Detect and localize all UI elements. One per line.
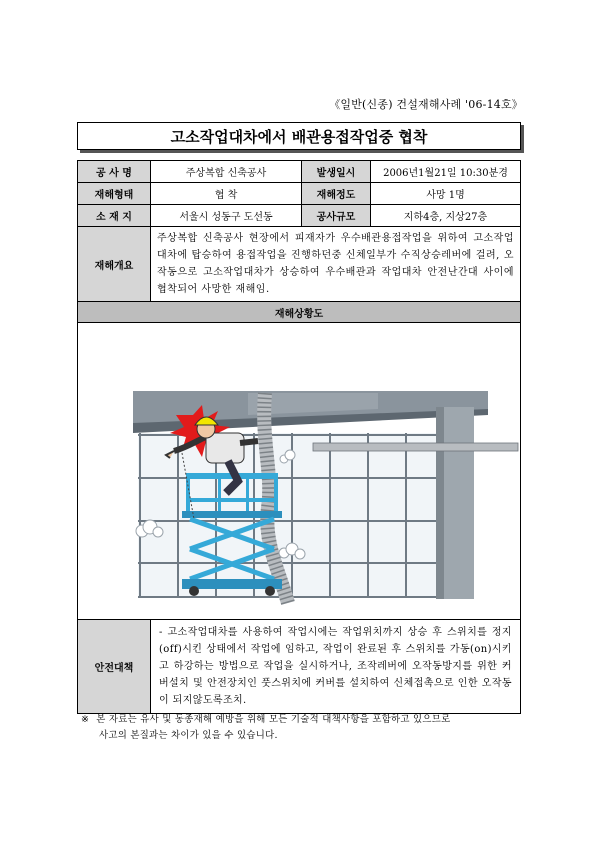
column-shade [436,407,444,599]
measures-text: - 고소작업대차를 사용하여 작업시에는 작업위치까지 상승 후 스위치를 정지(off)시킨 상태에서 작업에 임하고, 작업이 완료된 후 스위치를 가동(on)시키고 하강하는 방법으로 작업을 실시하거나, 조작레버에 오작동방지를 위한 커버설치 및 안전장치인 풋스위치에 커버를 설치하여 신체접촉으로 인한 오작동이 되지않도록조치. [151,620,521,714]
case-number-note: 《일반(신종) 건설재해사례 '06-14호》 [329,98,523,111]
footnote-line-2: 사고의 본질과는 차이가 있을 수 있습니다. [99,730,278,741]
footnote-mark: ※ [81,714,90,725]
footnote-text-1: 본 자료는 유사 및 동종재해 예방을 위해 모든 기술적 대책사항을 포함하고 있으므로 [96,714,451,725]
label-project-name: 공 사 명 [78,161,151,183]
label-scale: 공사규모 [302,205,371,227]
case-table [77,160,521,714]
label-overview: 재해개요 [78,227,151,302]
row-overview [78,227,521,302]
overview-text: 주상복합 신축공사 현장에서 피재자가 우수배관용접작업을 위하여 고소작업대차에 탑승하여 용접작업을 진행하던중 신체일부가 수직상승레버에 걸려, 오작동으로 고소작업대차가 상승하여 우수배관과 작업대차 안전난간대 사이에 협착되어 사망한 재해임. [151,227,521,302]
accident-illustration [78,323,519,619]
label-occurred-at: 발생일시 [302,161,371,183]
footnote [81,712,521,744]
value-location: 서울시 성동구 도선동 [151,205,302,227]
value-occurred-at: 2006년1월21일 10:30분경 [371,161,521,183]
label-location: 소 재 지 [78,205,151,227]
page-title [77,122,521,150]
label-measures: 안전대책 [78,620,151,714]
value-scale: 지하4층, 지상27층 [371,205,521,227]
value-severity: 사망 1명 [371,183,521,205]
row-scene [78,323,521,620]
row-measures [78,620,521,714]
footnote-line-1 [81,712,521,728]
value-accident-type: 협 착 [151,183,302,205]
row-project [78,161,521,183]
label-accident-type: 재해형태 [78,183,151,205]
label-severity: 재해정도 [302,183,371,205]
row-location [78,205,521,227]
scene-cell [78,323,521,620]
row-scene-head [78,302,521,323]
row-type [78,183,521,205]
title-text: 고소작업대차에서 배관용접작업중 협착 [170,127,428,146]
horizontal-pipe [313,443,518,451]
value-project-name: 주상복합 신축공사 [151,161,302,183]
scene-heading: 재해상황도 [78,302,521,323]
